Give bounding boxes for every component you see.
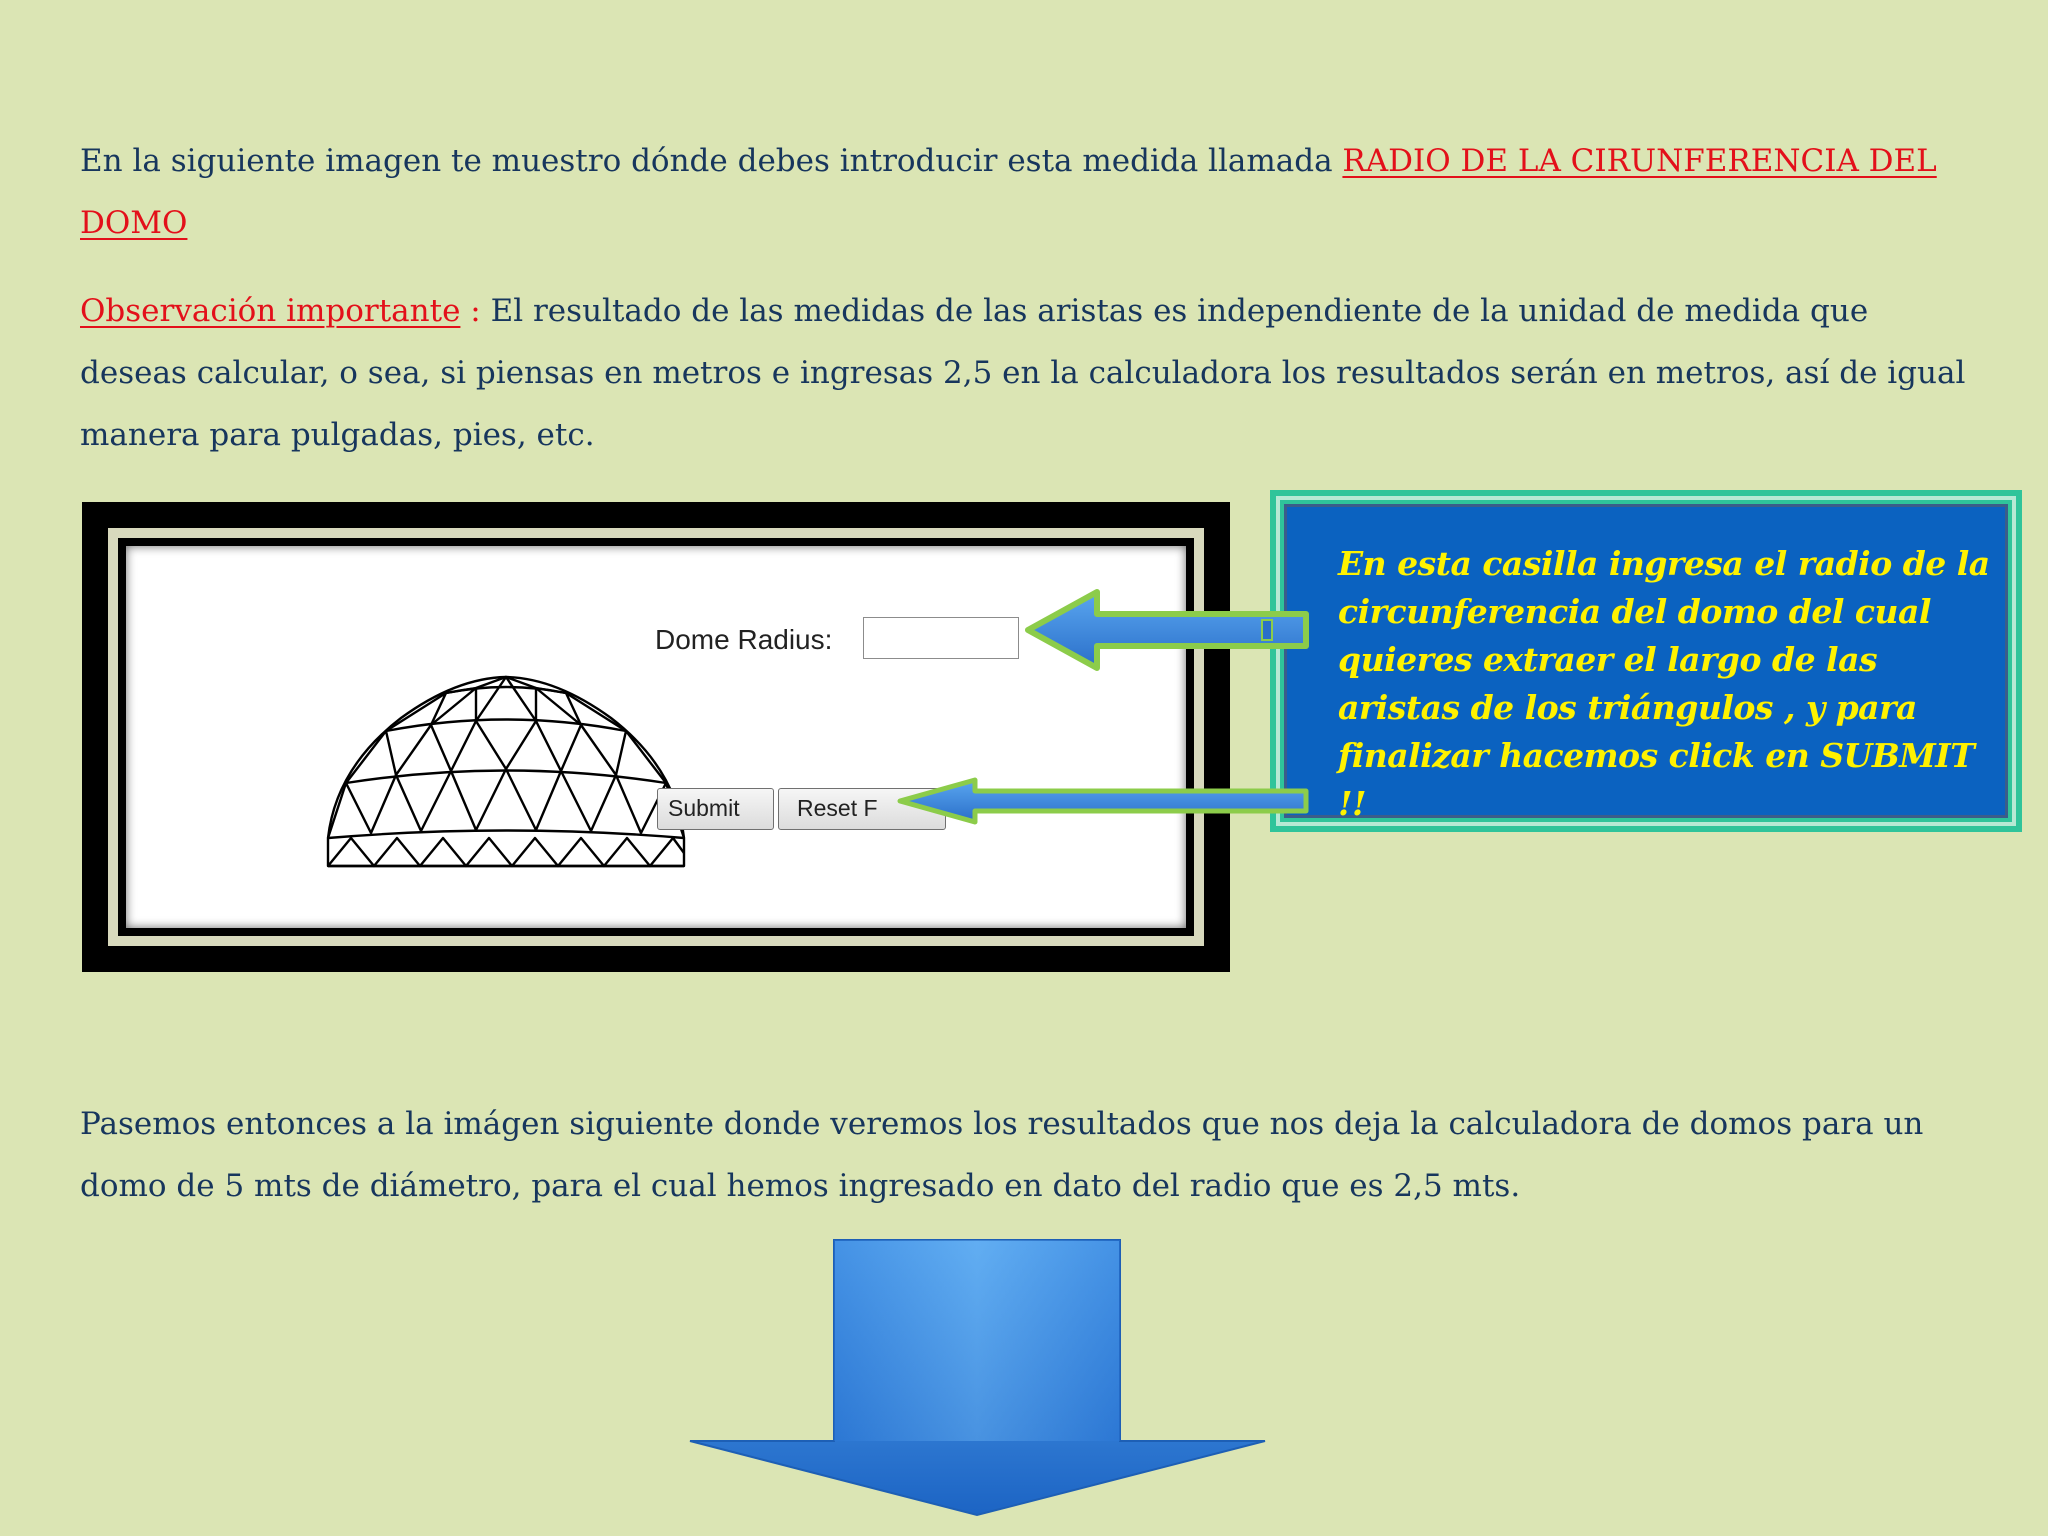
observation-separator: : [460, 293, 491, 329]
observation-label: Observación importante [80, 293, 461, 329]
observation-paragraph [80, 280, 1980, 466]
intro-paragraph [80, 130, 1980, 254]
dome-wireframe-icon [326, 673, 686, 873]
intro-highlight: RADIO DE LA CIRUNFERENCIA DEL DOMO [80, 143, 1937, 241]
dome-radius-label: Dome Radius: [655, 624, 833, 655]
frame-inner-border [118, 538, 1194, 936]
reset-button[interactable]: Reset F [778, 788, 946, 830]
calculator-screenshot-frame [82, 502, 1230, 972]
callout-text: En esta casilla ingresa el radio de la circunferencia del domo del cual quieres extraer el largo de las aristas de los triángulos , y para finalizar hacemos click en SUBMIT !! [1338, 544, 1990, 823]
dome-radius-input[interactable] [863, 617, 1019, 659]
down-arrow-icon [680, 1235, 1280, 1520]
frame-mat [108, 528, 1204, 946]
outro-paragraph: Pasemos entonces a la imágen siguiente donde veremos los resultados que nos deja la calculadora de domos para un domo de 5 mts de diámetro, para el cual hemos ingresado en dato del radio que es 2,5 mts. [80, 1106, 1924, 1204]
observation-text: El resultado de las medidas de las aristas es independiente de la unidad de medida que deseas calcular, o sea, si piensas en metros e ingresas 2,5 en la calculadora los resultados serán en metros, así de igual manera para pulgadas, pies, etc. [80, 293, 1966, 453]
intro-text: En la siguiente imagen te muestro dónde debes introducir esta medida llamada [80, 143, 1343, 179]
submit-button[interactable]: Submit [657, 788, 774, 830]
calculator-form [126, 546, 1186, 928]
